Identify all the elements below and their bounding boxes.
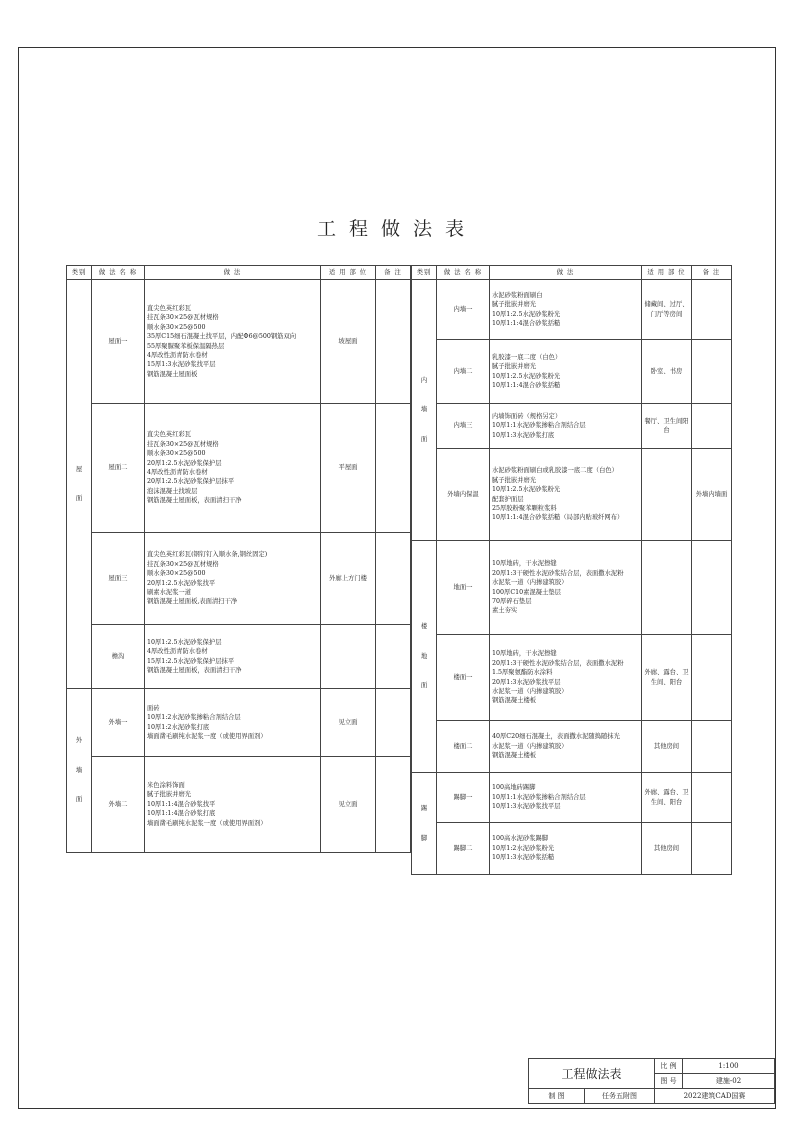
- remark: [692, 541, 732, 635]
- method-name: 楼面二: [437, 721, 490, 773]
- category-cell: [67, 280, 92, 689]
- method-line: 钢筋混凝土楼板: [492, 697, 537, 705]
- category-cell: [412, 541, 437, 773]
- method-name: 屋面三: [92, 533, 145, 625]
- method-lines: [145, 280, 321, 404]
- method-line: 水泥砂浆粉面刷白或乳胶漆一底二度（白色）: [492, 467, 618, 475]
- method-line: 腻子批嵌并磨光: [492, 476, 537, 484]
- method-line: 刷素水泥浆一道: [147, 588, 192, 596]
- method-line: 4厚改性沥青防水卷材: [147, 351, 208, 359]
- method-name: 踢脚一: [437, 773, 490, 823]
- method-line: 10厚1:1:4混合砂浆括糙（局部内贴玻纤网布）: [492, 514, 624, 522]
- method-lines: [145, 689, 321, 757]
- table-row: [412, 449, 732, 541]
- applicable-part: [321, 625, 376, 689]
- method-name: 檐沟: [92, 625, 145, 689]
- method-line: 钢筋混凝土屋面板，表面清扫干净: [147, 497, 242, 505]
- applicable-part: 坡屋面: [321, 280, 376, 404]
- method-lines: [145, 404, 321, 533]
- applicable-part: 见立面: [321, 689, 376, 757]
- category-char: 内: [420, 376, 428, 384]
- method-line: 水泥砂浆粉面刷白: [492, 291, 543, 299]
- method-name: 楼面一: [437, 635, 490, 721]
- method-line: 10厚1:2.5水泥砂浆保护层: [147, 638, 222, 646]
- scale-label: 比 例: [655, 1059, 683, 1074]
- method-line: 钢筋混凝土楼板: [492, 752, 537, 760]
- applicable-part: 餐厅、卫生间阳台: [642, 404, 692, 449]
- applicable-part: 见立面: [321, 757, 376, 853]
- table-row: [412, 773, 732, 823]
- number-value: 建施-02: [683, 1074, 775, 1089]
- method-lines: [490, 635, 642, 721]
- method-line: 水泥浆一道（内掺建筑胶）: [492, 687, 568, 695]
- method-line: 10厚1:1:4混合砂浆括糙: [492, 319, 561, 327]
- method-line: 10厚1:3水泥砂浆括糙: [492, 854, 555, 862]
- method-line: 4厚改性沥青防水卷材: [147, 469, 208, 476]
- category-char: 外: [75, 737, 83, 745]
- method-line: 10厚1:1水泥砂浆掺粘合剂结合层: [492, 422, 586, 430]
- method-line: 配套护面层: [492, 495, 524, 503]
- remark: 外墙内墙面: [692, 449, 732, 541]
- method-line: 10厚1:3水泥砂浆打底: [492, 431, 555, 439]
- method-line: 10厚1:1水泥砂浆掺粘合剂结合层: [492, 793, 586, 801]
- remark: [376, 757, 411, 853]
- method-line: 40厚C20细石混凝土，表面撒水泥随捣随抹光: [492, 733, 620, 741]
- method-line: 挂瓦条30×25@瓦材规格: [147, 314, 219, 322]
- method-line: 直尖色英红彩瓦: [147, 431, 192, 439]
- category-char: 踢: [420, 805, 428, 813]
- remark: [692, 635, 732, 721]
- remark: [376, 625, 411, 689]
- category-char: 面: [420, 682, 428, 690]
- method-line: 10厚1:2.5水泥砂浆粉光: [492, 372, 561, 380]
- method-line: 100厚C10素混凝土垫层: [492, 588, 561, 596]
- method-lines: [145, 533, 321, 625]
- header-cell: 适 用 部 位: [642, 266, 692, 280]
- method-line: 水泥浆一道（内掺建筑胶）: [492, 579, 568, 587]
- method-line: 10厚地砖，干水泥擦缝: [492, 650, 557, 658]
- method-line: 4厚改性沥青防水卷材: [147, 648, 208, 656]
- method-line: 腻子批嵌并磨光: [492, 301, 537, 309]
- remark: [692, 721, 732, 773]
- table-row: [67, 404, 411, 533]
- task-label: 任务五附图: [585, 1089, 655, 1104]
- header-cell: 备 注: [692, 266, 732, 280]
- header-cell: 备 注: [376, 266, 411, 280]
- contest-label: 2022建筑CAD国赛: [655, 1089, 775, 1104]
- method-name: 踢脚二: [437, 823, 490, 875]
- table-row: [412, 635, 732, 721]
- method-line: 10厚1:1:4混合砂浆打底: [147, 810, 216, 818]
- category-char: 楼: [420, 623, 428, 631]
- method-line: 20厚1:2.5水泥砂浆找平: [147, 579, 216, 587]
- method-line: 10厚1:2水泥砂浆粉光: [492, 844, 555, 852]
- method-line: 10厚1:2水泥砂浆掺粘合剂结合层: [147, 714, 241, 722]
- method-line: 泡沫混凝土找坡层: [147, 487, 198, 495]
- method-name: 外墙内保温: [437, 449, 490, 541]
- method-lines: [145, 625, 321, 689]
- method-name: 外墙一: [92, 689, 145, 757]
- method-lines: [490, 449, 642, 541]
- header-cell: 适 用 部 位: [321, 266, 376, 280]
- remark: [692, 773, 732, 823]
- method-line: 10厚1:2水泥砂浆打底: [147, 723, 210, 731]
- header-cell: 类别: [67, 266, 92, 280]
- category-cell: [412, 773, 437, 875]
- number-label: 图 号: [655, 1074, 683, 1089]
- header-row: [412, 266, 732, 280]
- header-cell: 类别: [412, 266, 437, 280]
- category-char: 屋: [75, 465, 83, 473]
- applicable-part: 其他房间: [642, 721, 692, 773]
- method-line: 钢筋混凝土屋面板，表面清扫干净: [147, 666, 242, 674]
- right-spec-table: [411, 265, 732, 875]
- remark: [376, 533, 411, 625]
- method-line: 墙面凿毛刷纯水泥浆一度（或使用界面剂）: [147, 819, 267, 827]
- method-line: 钢筋混凝土屋面板: [147, 370, 198, 378]
- method-line: 55厚聚脲聚苯板保温隔热层: [147, 342, 225, 350]
- method-line: 挂瓦条30×25@瓦材规格: [147, 440, 219, 448]
- method-line: 米色涂料饰面: [147, 781, 185, 789]
- scale-value: 1:100: [683, 1059, 775, 1074]
- method-line: 挂瓦条30×25@瓦材规格: [147, 560, 219, 568]
- category-char: 墙: [420, 406, 428, 414]
- table-row: [412, 280, 732, 340]
- table-row: [412, 721, 732, 773]
- method-lines: [490, 541, 642, 635]
- applicable-part: 外廊、露台、卫生间、阳台: [642, 773, 692, 823]
- method-lines: [490, 773, 642, 823]
- method-lines: [490, 404, 642, 449]
- method-lines: [490, 823, 642, 875]
- page-title: 工程做法表: [316, 218, 477, 240]
- table-row: [67, 280, 411, 404]
- applicable-part: 外廊、露台、卫生间、阳台: [642, 635, 692, 721]
- category-cell: [412, 280, 437, 541]
- method-line: 15厚1:3水泥砂浆找平层: [147, 361, 216, 369]
- method-line: 直尖色英红彩瓦(钢钉钉入顺水条,钢丝固定): [147, 551, 268, 559]
- category-cell: [67, 689, 92, 853]
- method-line: 20厚1:2.5水泥砂浆保护层抹平: [147, 478, 235, 486]
- method-line: 素土夯实: [492, 607, 518, 615]
- table-row: [67, 625, 411, 689]
- drawing-title: 工程做法表: [529, 1059, 655, 1089]
- category-char: 脚: [420, 834, 428, 842]
- method-line: 顺水条30×25@500: [147, 570, 206, 578]
- method-line: 25厚胶粉聚苯颗粒浆料: [492, 504, 557, 512]
- category-char: 面: [420, 435, 428, 443]
- title-block: [528, 1058, 775, 1104]
- left-spec-body: [67, 266, 411, 853]
- method-line: 乳胶漆一底二度（白色）: [492, 353, 562, 361]
- table-row: [412, 340, 732, 404]
- method-line: 20厚1:2.5水泥砂浆保护层: [147, 459, 222, 467]
- method-lines: [490, 340, 642, 404]
- method-line: 100高水泥砂浆踢脚: [492, 835, 549, 843]
- table-row: [412, 404, 732, 449]
- method-lines: [490, 280, 642, 340]
- table-row: [67, 757, 411, 853]
- category-char: 墙: [75, 766, 83, 774]
- method-name: 地面一: [437, 541, 490, 635]
- method-line: 10厚1:2.5水泥砂浆粉光: [492, 310, 561, 318]
- method-line: 15厚1:2.5水泥砂浆保护层抹平: [147, 657, 235, 665]
- method-line: 70厚碎石垫层: [492, 597, 532, 605]
- left-spec-table: [66, 265, 411, 853]
- method-line: 墙面凿毛刷纯水泥浆一度（或使用界面剂）: [147, 732, 267, 740]
- method-lines: [490, 721, 642, 773]
- method-name: 外墙二: [92, 757, 145, 853]
- header-row: [67, 266, 411, 280]
- method-line: 10厚1:1:4混合砂浆找平: [147, 800, 216, 808]
- table-row: [412, 823, 732, 875]
- method-line: 1.5厚聚氨酯防水涂料: [492, 669, 553, 677]
- method-line: 10厚1:3水泥砂浆找平层: [492, 803, 561, 811]
- method-line: 20厚1:3干硬性水泥砂浆结合层，表面撒水泥粉: [492, 659, 624, 667]
- remark: [692, 404, 732, 449]
- method-name: 屋面一: [92, 280, 145, 404]
- table-row: [67, 533, 411, 625]
- method-name: 内墙三: [437, 404, 490, 449]
- table-row: [67, 689, 411, 757]
- applicable-part: 其他房间: [642, 823, 692, 875]
- applicable-part: [642, 449, 692, 541]
- method-line: 20厚1:3干硬性水泥砂浆结合层，表面撒水泥粉: [492, 569, 624, 577]
- header-cell: 做 法: [145, 266, 321, 280]
- method-line: 20厚1:3水泥砂浆找平层: [492, 678, 561, 686]
- applicable-part: 储藏间、过厅、门厅等房间: [642, 280, 692, 340]
- method-line: 35厚C15细石混凝土找平层，内配Φ6@500钢筋双向: [147, 333, 297, 341]
- method-line: 钢筋混凝土屋面板,表面清扫干净: [147, 598, 238, 606]
- method-line: 水泥浆一道（内掺建筑胶）: [492, 742, 568, 750]
- method-line: 面砖: [147, 704, 160, 712]
- category-char: 地: [420, 652, 428, 660]
- method-line: 直尖色英红彩瓦: [147, 304, 192, 312]
- method-line: 顺水条30×25@500: [147, 450, 206, 458]
- method-name: 内墙二: [437, 340, 490, 404]
- method-line: 10厚1:1:4混合砂浆括糙: [492, 381, 561, 389]
- header-cell: 做 法 名 称: [437, 266, 490, 280]
- remark: [692, 280, 732, 340]
- header-cell: 做 法: [490, 266, 642, 280]
- category-char: 面: [75, 495, 83, 502]
- method-name: 内墙一: [437, 280, 490, 340]
- method-line: 100高地砖踢脚: [492, 784, 536, 792]
- remark: [376, 280, 411, 404]
- remark: [376, 689, 411, 757]
- applicable-part: 外廊上方门楼: [321, 533, 376, 625]
- method-name: 屋面二: [92, 404, 145, 533]
- method-lines: [145, 757, 321, 853]
- category-char: 面: [75, 796, 83, 804]
- drawn-label: 制 图: [529, 1089, 585, 1104]
- header-cell: 做 法 名 称: [92, 266, 145, 280]
- method-line: 10厚1:2.5水泥砂浆粉光: [492, 486, 561, 494]
- right-spec-body: [412, 266, 732, 875]
- method-line: 10厚地砖，干水泥擦缝: [492, 560, 557, 568]
- remark: [376, 404, 411, 533]
- table-row: [412, 541, 732, 635]
- applicable-part: 平屋面: [321, 404, 376, 533]
- applicable-part: [642, 541, 692, 635]
- remark: [692, 823, 732, 875]
- applicable-part: 卧室、书房: [642, 340, 692, 404]
- method-line: 腻子批嵌并磨光: [492, 363, 537, 371]
- method-line: 腻子批嵌并磨光: [147, 791, 192, 799]
- remark: [692, 340, 732, 404]
- method-line: 顺水条30×25@500: [147, 323, 206, 331]
- method-line: 内墙饰面砖（规格另定）: [492, 412, 562, 420]
